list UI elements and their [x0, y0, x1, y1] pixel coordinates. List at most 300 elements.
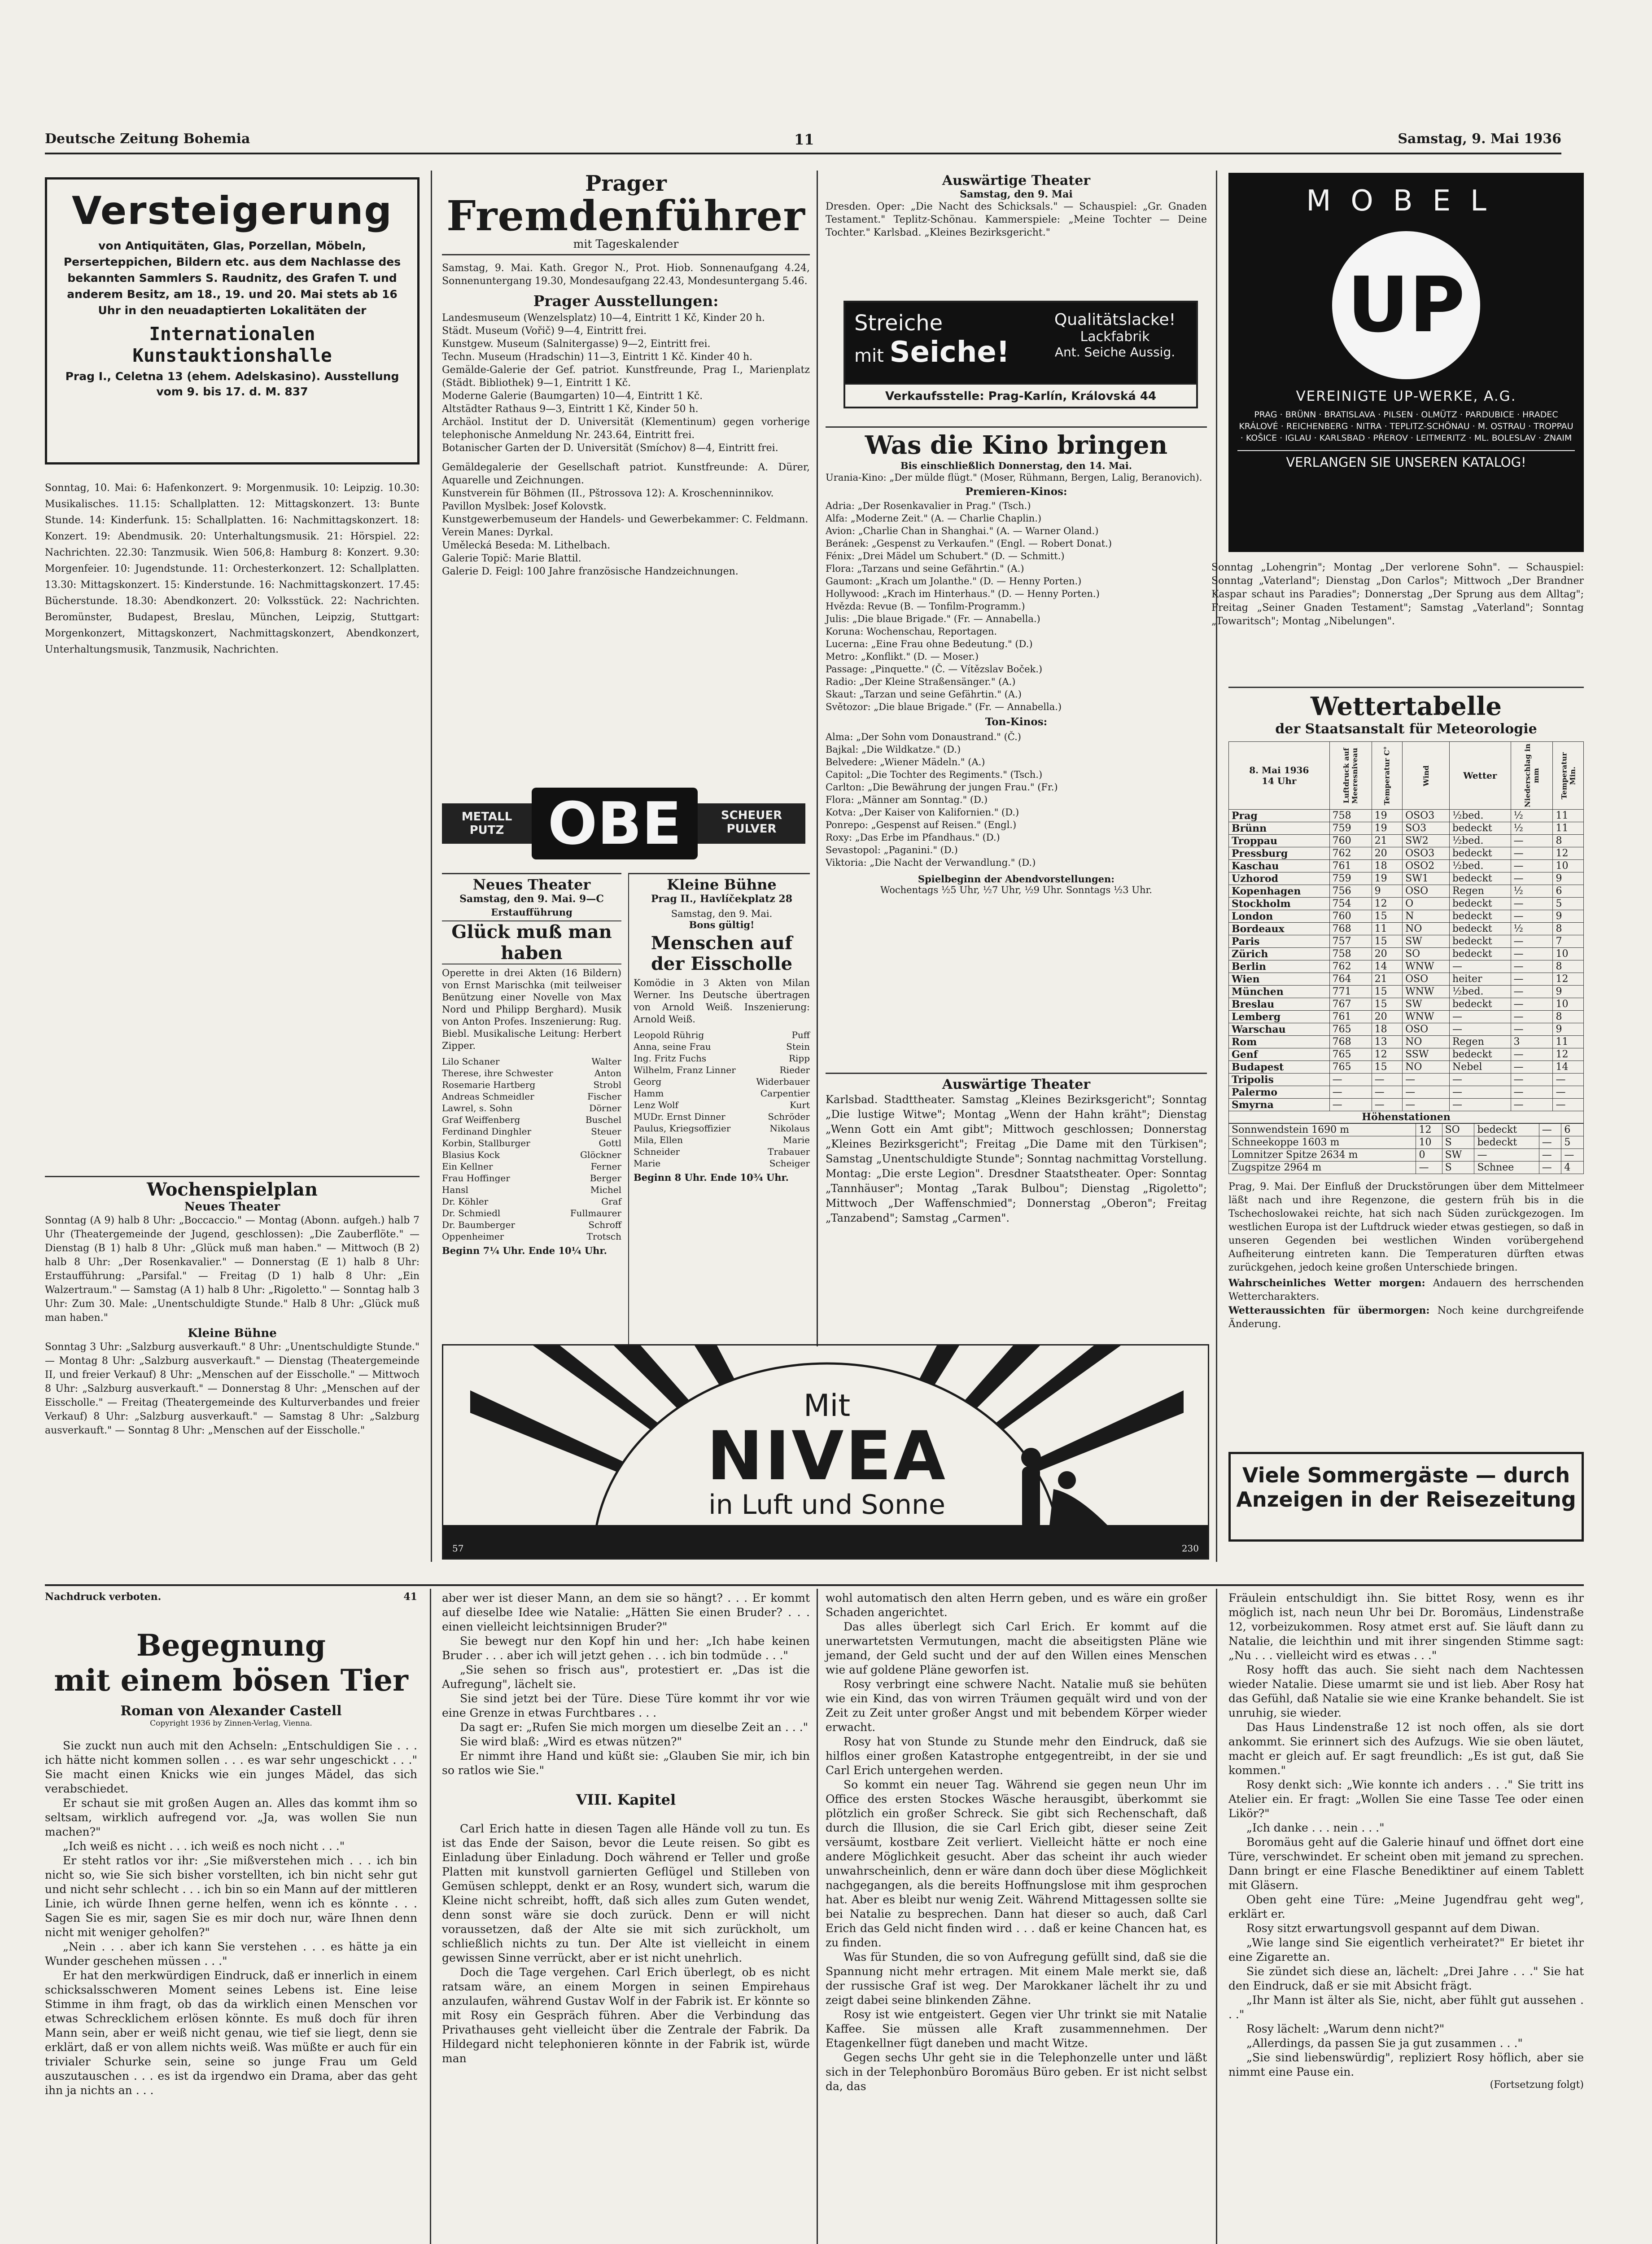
cast-actor: Puff	[791, 1030, 810, 1040]
serial-paragraph: Sie zündet sich diese an, lächelt: „Drei Jahre . . ." Sie hat den Eindruck, daß er sie mit Absicht frägt.	[1228, 1965, 1584, 1992]
cinema-sound-title: Ton-Kinos:	[985, 716, 1048, 728]
weather-cell: SSW	[1403, 1048, 1450, 1061]
weather-cell: 761	[1329, 1011, 1372, 1023]
weather-cell: heiter	[1449, 973, 1511, 986]
weather-cell: 11	[1372, 923, 1402, 935]
weather-station: Budapest	[1229, 1061, 1330, 1074]
weather-cell: —	[1403, 1099, 1450, 1111]
guide-galleries	[442, 461, 810, 578]
weather-cell: 7	[1553, 935, 1584, 948]
serial-paragraph: Das Haus Lindenstraße 12 ist noch offen, als sie dort ankommt. Sie erinnert sich des Aufzugs. Wie sie oben läutet, macht er gleich auf. Er sagt freundlich: „Es ist gut, daß Sie kommen."	[1228, 1721, 1584, 1777]
theater-small-date: Samstag, den 9. Mai.	[671, 908, 773, 919]
auction-address: Prag I., Celetna 13 (ehem. Adelskasino). Ausstellung vom 9. bis 17. d. M. 837	[65, 370, 399, 398]
paint-brand: Seiche!	[889, 336, 1010, 369]
weather-cell: 760	[1329, 910, 1372, 923]
cast-row	[442, 1207, 621, 1219]
cast-row	[634, 1157, 810, 1169]
weather-cell: 767	[1329, 998, 1372, 1011]
weather-cell: 3	[1511, 1036, 1553, 1048]
weather-cell: 765	[1329, 1061, 1372, 1074]
weather-outlook-head: Wetteraussichten für übermorgen:	[1228, 1305, 1430, 1316]
exhibition-item: Städt. Museum (Vořič) 9—4, Eintritt frei.	[442, 325, 647, 337]
serial-paragraph: Er steht ratlos vor ihr: „Sie mißverstehen mich . . . ich bin nicht so, wie Sie sich bisher vorstellten, ich bin nicht sehr gut und nicht sehr schlecht . . . ich bin so ein Mann auf der mittleren Linie, ich würde Ihnen gerne helfen, wenn ich es könnte . . . Sagen Sie es mir, sagen Sie es mir doch nur, wäre Ihnen denn nicht mit weniger geholfen?"	[45, 1854, 417, 1939]
weather-cell: 20	[1372, 847, 1402, 860]
serial-rule-2	[817, 1589, 818, 2244]
cast-actor: Anton	[594, 1068, 621, 1078]
weather-station: Zürich	[1229, 948, 1330, 960]
gallery-item: Kunstgewerbemuseum der Handels- und Gewerbekammer: C. Feldmann.	[442, 514, 809, 525]
weather-cell: —	[1511, 1086, 1553, 1099]
serial-paragraph: Er hat den merkwürdigen Eindruck, daß er innerlich in einem schicksalsschweren Moment seines Lebens ist. Eine leise Stimme in ihm fragt, ob das da wirklich einen Menschen vor etwas Schrecklichem erlösen könnte. Es muß doch für ihren Mann sein, aber er weiß nicht genau, wie tief sie liegt, denn sie erklärt, daß er von allem nichts weiß. Was müßte er auch für ein trivialer Schurke sein, seine so junge Frau um Geld auszutauschen . . . es ist da irgendwo ein Drama, aber das geht ihn ja nichts an . . .	[45, 1969, 417, 2097]
weather-cell: SW	[1403, 935, 1450, 948]
theater-small-times: Beginn 8 Uhr. Ende 10¾ Uhr.	[634, 1172, 789, 1183]
weather-row	[1229, 973, 1584, 986]
weather-cell: 15	[1372, 986, 1402, 998]
mountain-station: Sonnwendstein 1690 m	[1229, 1124, 1416, 1136]
cinema-item: Passage: „Pinquette." (Č. — Vítězslav Boček.)	[826, 664, 1043, 675]
cast-row	[442, 1079, 621, 1091]
cast-row	[442, 1196, 621, 1207]
weather-cell: 9	[1553, 872, 1584, 885]
weather-row	[1229, 898, 1584, 910]
weather-cell: 765	[1329, 1023, 1372, 1036]
cast-row	[634, 1099, 810, 1111]
weather-cell: OSO	[1403, 973, 1450, 986]
exhibition-item: Gemälde-Galerie der Gef. patriot. Kunstfreunde, Prag I., Marienplatz (Städt. Bibliothek) 9—1, Eintritt 1 Kč.	[442, 364, 810, 389]
weather-cell: —	[1511, 1061, 1553, 1074]
cast-row	[442, 1114, 621, 1126]
masthead	[45, 131, 1561, 149]
serial-col-2	[442, 1591, 810, 2244]
nivea-ad	[442, 1344, 1209, 1560]
weather-row	[1229, 948, 1584, 960]
serial-num: 41	[403, 1591, 417, 1603]
weather-row	[1229, 1074, 1584, 1086]
cast-actor: Dörner	[589, 1103, 621, 1113]
serial-paragraph: Rosy lächelt: „Warum denn nicht?"	[1246, 2022, 1445, 2035]
cinema-item: Gaumont: „Krach um Jolanthe." (D. — Henny Porten.)	[826, 576, 1082, 587]
theater-small-desc: Komödie in 3 Akten von Milan Werner. Ins Deutsche übertragen von Arnold Weiß. Inszenierung: Arnold Weiß.	[634, 977, 810, 1025]
weather-cell: 21	[1372, 835, 1402, 847]
mountain-cell: 10	[1416, 1136, 1442, 1149]
cast-role: Rosemarie Hartberg	[442, 1079, 536, 1090]
weather-cell: 19	[1372, 810, 1402, 822]
cinema-item: Radio: „Der Kleine Straßensänger." (A.)	[826, 676, 1016, 687]
cast-row	[634, 1146, 810, 1157]
cast-row	[634, 1122, 810, 1134]
summer-line1: Viele Sommergäste — durch	[1242, 1463, 1570, 1487]
mountain-cell: bedeckt	[1474, 1136, 1539, 1149]
cinema-item: Avion: „Charlie Chan in Shanghai." (A. — Warner Oland.)	[826, 526, 1099, 536]
exhibition-item: Moderne Galerie (Baumgarten) 10—4, Eintritt 1 Kč.	[442, 390, 703, 402]
cinema-prices: Wochentags ½5 Uhr, ½7 Uhr, ½9 Uhr. Sonntags ½3 Uhr.	[880, 885, 1152, 895]
serial-paragraph: Oben geht eine Türe: „Meine Jugendfrau geht weg", erklärt er.	[1228, 1893, 1584, 1920]
cast-role: Dr. Köhler	[442, 1196, 489, 1207]
weather-head-pressure: Luftdruck auf Meeresniveau	[1329, 742, 1372, 810]
cast-row	[442, 1137, 621, 1149]
weather-cell: —	[1329, 1099, 1372, 1111]
cast-actor: Buschel	[585, 1114, 621, 1125]
outside-theater-2-text: Karlsbad. Stadttheater. Samstag „Kleines Bezirksgericht"; Sonntag „Die lustige Witwe"; Montag „Wenn der Hahn kräht"; Dienstag „Wenn Gott ein Amt gibt"; Mittwoch geschlossen; Donnerstag „Kleines Bezirksgericht"; Freitag „Die Dame mit den Türkisen"; Samstag „Unentschuldigte Stunde"; Sonntag nachmittag Vorstellung. Montag: „Die erste Legion". Dresdner Staatstheater. Oper: Sonntag „Tannhäuser"; Montag „Tarak Bulbou"; Dienstag „Rigoletto"; Mittwoch „Der Waffenschmied"; Donnerstag „Oberon"; Freitag „Tanzabend"; Samstag „Carmen".	[826, 1093, 1207, 1224]
weather-row	[1229, 847, 1584, 860]
weather-cell: —	[1553, 1086, 1584, 1099]
serial-paragraph: „Nein . . . aber ich kann Sie verstehen . . . es hätte ja ein Wunder geschehen müssen . . ."	[45, 1940, 417, 1968]
weather-head-wind: Wind	[1403, 742, 1450, 810]
cast-row	[634, 1029, 810, 1041]
weather-cell: 10	[1553, 860, 1584, 872]
cast-actor: Ripp	[788, 1053, 810, 1064]
weather-row	[1229, 835, 1584, 847]
weather-cell: —	[1403, 1086, 1450, 1099]
cast-role: Frau Hoffinger	[442, 1173, 510, 1183]
weather-cell: 756	[1329, 885, 1372, 898]
weather-cell: 14	[1553, 1061, 1584, 1074]
cinema-item: Beránek: „Gespenst zu Verkaufen." (Engl. — Robert Donat.)	[826, 538, 1112, 549]
weather-cell: —	[1511, 872, 1553, 885]
guide-exhibitions-title: Prager Ausstellungen:	[533, 292, 719, 310]
weather-station: Palermo	[1229, 1086, 1330, 1099]
weather-report: Prag, 9. Mai. Der Einfluß der Druckstörungen über dem Mittelmeer läßt nach und ihre Regenzone, die gestern früh bis in die Tschechoslowakei reichte, hat sich nach Süden zurückgezogen. Im westlichen Europa ist der Luftdruck wieder etwas gestiegen, so daß in unseren Gegenden bei westlichen Winden vorübergehend Aufheiterung eintreten kann. Die Temperaturen dürften etwas zurückgehen, jedoch keine großen Unterschiede bringen.	[1228, 1181, 1584, 1273]
cinema-item: Alma: „Der Sohn vom Donaustrand." (Č.)	[826, 732, 1021, 742]
cinema-item: Kotva: „Der Kaiser von Kalifornien." (D.)	[826, 807, 1019, 818]
paint-ad-left	[845, 302, 1034, 383]
weather-cell: 10	[1553, 998, 1584, 1011]
cinema-sound	[826, 731, 1207, 869]
weather-cell: —	[1449, 1099, 1511, 1111]
guide	[442, 173, 810, 776]
page-number: 11	[794, 131, 814, 148]
weather-date-label: 8. Mai 1936	[1249, 765, 1309, 776]
mountain-cell: —	[1561, 1149, 1584, 1161]
cast-role: Ferdinand Dinghler	[442, 1126, 532, 1137]
paint-tag3: Ant. Seiche Aussig.	[1054, 345, 1176, 359]
weather-cell: 12	[1553, 973, 1584, 986]
weather-station: Prag	[1229, 810, 1330, 822]
weather-cell: —	[1511, 847, 1553, 860]
weather-row	[1229, 935, 1584, 948]
obe-brand: OBE	[532, 788, 698, 859]
weather-head-weather: Wetter	[1449, 742, 1511, 810]
mountain-cell: SW	[1442, 1149, 1474, 1161]
serial-paragraph: Carl Erich hatte in diesen Tagen alle Hände voll zu tun. Es ist das Ende der Saison, bevor die Leute reisen. So gibt es Einladung über Einladung. Doch während er Teller und große Platten mit kunstvoll garnierten Geflügel und Stilleben von Gemüsen schleppt, denkt er an Rosy, wundert sich, warum die Kleine nicht schreibt, hofft, daß sich alles zum Guten wendet, denn sonst wäre sie doch zurück. Denn er will nicht voraussetzen, daß der Alte sie mit sich zurückholt, um schließlich nichts zu tun. Der Alte ist vielleicht in einem gewissen Sinne verrückt, aber er ist nicht unehrlich.	[442, 1822, 810, 1964]
theater-small-guest: Bons gültig!	[689, 919, 755, 930]
weather-cell: —	[1511, 973, 1553, 986]
weather-cell: SO3	[1403, 822, 1450, 835]
outside-theater-2-title: Auswärtige Theater	[942, 1077, 1091, 1092]
mountain-cell: —	[1474, 1149, 1539, 1161]
obe-left-panel: METALL PUTZ	[442, 803, 532, 844]
weather-cell: 20	[1372, 948, 1402, 960]
cast-row	[442, 1219, 621, 1231]
cast-role: MUDr. Ernst Dinner	[634, 1111, 725, 1122]
paint-tag2: Lackfabrik	[1080, 329, 1150, 345]
cinema-item: Flora: „Männer am Sonntag." (D.)	[826, 794, 988, 805]
gallery-item: Galerie Topič: Marie Blattil.	[442, 553, 581, 564]
weather-cell: —	[1511, 910, 1553, 923]
weather-cell: WNW	[1403, 960, 1450, 973]
cinema-item: Koruna: Wochenschau, Reportagen.	[826, 626, 997, 637]
cast-row	[634, 1076, 810, 1087]
weather-cell: —	[1511, 860, 1553, 872]
cinema-item: Roxy: „Das Erbe im Pfandhaus." (D.)	[826, 832, 1000, 843]
weather-cell: OSO	[1403, 1023, 1450, 1036]
weather-cell: NO	[1403, 1061, 1450, 1074]
outside-theater	[826, 173, 1207, 285]
cinema-premieres	[826, 500, 1207, 713]
mountain-station: Schneekoppe 1603 m	[1229, 1136, 1416, 1149]
weather-cell: 12	[1553, 1048, 1584, 1061]
weather-cell: —	[1449, 1023, 1511, 1036]
cast-role: Hamm	[634, 1088, 664, 1099]
weather-cell: 21	[1372, 973, 1402, 986]
mountain-station: Zugspitze 2964 m	[1229, 1161, 1416, 1174]
weather-forecast	[1228, 1276, 1584, 1304]
cinema-premieres-title: Premieren-Kinos:	[965, 486, 1067, 498]
serial-paragraph: Gegen sechs Uhr geht sie in die Telephonzelle unter und läßt sich in der Telephonbüro Boromäus Büro geben. Er ist nicht selbst da, das	[826, 2051, 1207, 2093]
paint-store: Verkaufsstelle: Prag-Karlín, Královská 44	[845, 383, 1196, 407]
serial-paragraph: Rosy sitzt erwartungsvoll gespannt auf dem Diwan.	[1246, 1922, 1540, 1935]
exhibition-item: Archäol. Institut der D. Universität (Klementinum) gegen vorherige telephonische Anmeldung Nr. 243.64, Eintritt frei.	[442, 416, 810, 441]
serial-title-1: Begegnung	[136, 1628, 326, 1663]
weather-cell: 754	[1329, 898, 1372, 910]
weather-cell: 10	[1553, 948, 1584, 960]
obe-right-panel: SCHEUER PULVER	[698, 803, 805, 844]
serial-rule-1	[430, 1589, 431, 2244]
weather-cell: —	[1449, 1011, 1511, 1023]
paint-line2: mit	[854, 346, 884, 366]
week-small-title: Kleine Bühne	[188, 1327, 277, 1340]
week-schedule-title: Wochenspielplan	[45, 1176, 420, 1200]
weather-cell: 8	[1553, 1011, 1584, 1023]
cast-role: Lawrel, s. Sohn	[442, 1103, 513, 1113]
weather-row	[1229, 1036, 1584, 1048]
weather-cell: 765	[1329, 1048, 1372, 1061]
weather-cell: 8	[1553, 835, 1584, 847]
cast-role: Marie	[634, 1158, 661, 1169]
serial-paragraph: Rosy hofft das auch. Sie sieht nach dem Nachtessen wieder Natalie. Diese umarmt sie und ist lieb. Aber Rosy hat das Gefühl, daß Natalie sie wie eine Kranke behandelt. Sie ist unruhig, sie wieder.	[1228, 1663, 1584, 1719]
weather-station: Kaschau	[1229, 860, 1330, 872]
serial-paragraph: „Wie lange sind Sie eigentlich verheiratet?" Er bietet ihr eine Zigarette an.	[1228, 1936, 1584, 1964]
paint-line1: Streiche	[854, 311, 943, 336]
weather-cell: 8	[1553, 923, 1584, 935]
weather-station: Brünn	[1229, 822, 1330, 835]
weather-row	[1229, 1099, 1584, 1111]
furniture-brand: MOBEL	[1306, 184, 1506, 218]
weather-row	[1229, 885, 1584, 898]
cast-row	[442, 1067, 621, 1079]
theater-new	[442, 873, 621, 1344]
cast-actor: Walter	[591, 1056, 621, 1067]
weather-cell: ½bed.	[1449, 810, 1511, 822]
serial-paragraph: Rosy denkt sich: „Wie konnte ich anders . . ." Sie tritt ins Atelier ein. Er fragt: „Wollen Sie eine Tasse Tee oder einen Likör?"	[1228, 1778, 1584, 1820]
weather-cell: O	[1403, 898, 1450, 910]
mountain-cell: 12	[1416, 1124, 1442, 1136]
weather-cell: —	[1511, 835, 1553, 847]
cast-actor: Gottl	[599, 1138, 621, 1148]
cast-actor: Steuer	[591, 1126, 621, 1137]
cast-role: Blasius Kock	[442, 1149, 500, 1160]
cast-row	[442, 1161, 621, 1172]
mountain-cell: 5	[1561, 1136, 1584, 1149]
serial-paragraph: „Ich weiß es nicht . . . ich weiß es noch nicht . . ."	[63, 1840, 345, 1853]
cast-role: Hansl	[442, 1184, 468, 1195]
serial-col-4	[1228, 1591, 1584, 2244]
auction-title: Versteigerung	[71, 188, 393, 233]
cast-row	[634, 1041, 810, 1052]
weather-cell: 764	[1329, 973, 1372, 986]
cast-actor: Carpentier	[760, 1088, 810, 1099]
cinema-item: Carlton: „Die Bewährung der jungen Frau." (Fr.)	[826, 782, 1058, 793]
weather-station: Paris	[1229, 935, 1330, 948]
weather-cell: WNW	[1403, 986, 1450, 998]
serial-paragraph: Er nimmt ihre Hand und küßt sie: „Glauben Sie mir, ich bin so ratlos wie Sie."	[442, 1749, 810, 1777]
weather-cell: —	[1403, 1074, 1450, 1086]
guide-title: Fremdenführer	[446, 192, 805, 240]
cast-actor: Ferner	[590, 1161, 621, 1172]
auction-venue: Internationalen Kunstauktionshalle	[132, 323, 332, 366]
cinema-item: Skaut: „Tarzan und seine Gefährtin." (A.)	[826, 689, 1022, 700]
mountain-cell: S	[1442, 1161, 1474, 1174]
weather-cell: 771	[1329, 986, 1372, 998]
weather-cell: OSO3	[1403, 847, 1450, 860]
weather-row	[1229, 960, 1584, 973]
auction-body: von Antiquitäten, Glas, Porzellan, Möbeln, Perserteppichen, Bildern etc. aus dem Nachlasse des bekannten Sammlers S. Raudnitz, des Grafen T. und anderem Besitz, am 18., 19. und 20. Mai stets ab 16 Uhr in den neuadaptierten Lokalitäten der	[63, 239, 401, 317]
weather-cell: —	[1511, 935, 1553, 948]
cast-actor: Rieder	[779, 1065, 810, 1075]
cast-row	[442, 1184, 621, 1196]
paint-tag1: Qualitätslacke!	[1054, 311, 1176, 329]
serial-top-rule	[45, 1584, 1584, 1586]
weather-rows	[1229, 810, 1584, 1111]
cast-row	[634, 1052, 810, 1064]
weather-station: Rom	[1229, 1036, 1330, 1048]
serial-paragraph: Was für Stunden, die so von Aufregung gefüllt sind, daß sie die Spannung nicht mehr ertragen. Mit einem Male merkt sie, daß der russische Graf ist weg. Der Marokkaner lächelt ihr zu und zeigt dabei seine blinkenden Zähne.	[826, 1950, 1207, 2007]
weather-row	[1229, 872, 1584, 885]
serial-paragraph: Sie sind jetzt bei der Türe. Diese Türe kommt ihr vor wie eine Grenze in etwas Furchtbares . . .	[442, 1692, 810, 1719]
week-small-text: Sonntag 3 Uhr: „Salzburg ausverkauft." 8 Uhr: „Unentschuldigte Stunde." — Montag 8 Uhr: „Salzburg ausverkauft." — Dienstag (Theatergemeinde II, und freier Verkauf) 8 Uhr: „Menschen auf der Eisscholle." — Mittwoch 8 Uhr: „Salzburg ausverkauft." — Donnerstag 8 Uhr: „Menschen auf der Eisscholle." — Freitag (Theatergemeinde des Kulturverbandes und freier Verkauf) 8 Uhr: „Salzburg ausverkauft." — Samstag 8 Uhr: „Salzburg ausverkauft." — Sonntag 8 Uhr: „Menschen auf der Eisscholle."	[45, 1341, 420, 1436]
cinema-item: Lucerna: „Eine Frau ohne Bedeutung." (D.)	[826, 639, 1033, 649]
radio-listing: Sonntag, 10. Mai: 6: Hafenkonzert. 9: Morgenmusik. 10: Leipzig. 10.30: Musikalisches. 11.15: Schallplatten. 12: Mittagskonzert. 13: Bunte Stunde. 14: Kinderfunk. 15: Schallplatten. 16: Nachmittagskonzert. 18: Konzert. 19: Abendmusik. 20: Unterhaltungsmusik. 21: Hörspiel. 22: Nachrichten. 22.30: Tanzmusik. Wien 506,8: Hamburg 8: Konzert. 9.30: Morgenfeier. 10: Jugendstunde. 11: Orchesterkonzert. 12: Schallplatten. 13.30: Mittagskonzert. 15: Kinderstunde. 16: Nachmittagskonzert. 17.45: Bücherstunde. 18.30: Abendkonzert. 20: Volksstück. 22: Nachrichten. Beromünster, Budapest, Breslau, München, Leipzig, Stuttgart: Morgenkonzert, Mittagskonzert, Nachmittagskonzert, Abendkonzert, Unterhaltungsmusik, Tanzmusik, Nachrichten.	[45, 482, 420, 655]
weather-head-temp: Temperatur C°	[1372, 742, 1402, 810]
cinema-title: Was die Kino bringen	[865, 430, 1168, 460]
weather-cell: ½	[1511, 822, 1553, 835]
weather-cell: 12	[1372, 898, 1402, 910]
cast-role: Andreas Schmeidler	[442, 1091, 534, 1102]
paint-ad-right	[1034, 302, 1196, 383]
weather-cell: 760	[1329, 835, 1372, 847]
furniture-ad	[1228, 173, 1584, 552]
outside-theater-date: Samstag, den 9. Mai	[960, 188, 1073, 200]
weather-station: Stockholm	[1229, 898, 1330, 910]
col-rule-2	[817, 171, 818, 1346]
weather-head-rain: Niederschlag in mm	[1511, 742, 1553, 810]
mountain-cell: Schnee	[1474, 1161, 1539, 1174]
weather-row	[1229, 986, 1584, 998]
week-schedule-text: Sonntag (A 9) halb 8 Uhr: „Boccaccio." — Montag (Abonn. aufgeh.) halb 7 Uhr (Theatergemeinde der Jugend, geschlossen): „Die Zauberflöte." — Dienstag (B 1) halb 8 Uhr: „Glück muß man haben." — Mittwoch (B 2) halb 8 Uhr: „Der Rosenkavalier." — Donnerstag (E 1) halb 8 Uhr: Erstaufführung: „Parsifal." — Freitag (D 1) halb 8 Uhr: „Ein Walzertraum." — Samstag (A 1) halb 8 Uhr: „Rigoletto." — Sonntag halb 3 Uhr: Zum 30. Male: „Unentschuldigte Stunde." Halb 8 Uhr: „Glück muß man haben."	[45, 1215, 420, 1324]
serial-paragraph: „Sie sind liebenswürdig", repliziert Rosy höflich, aber sie nimmt eine Pause ein.	[1228, 2051, 1584, 2078]
cast-role: Ein Kellner	[442, 1161, 493, 1172]
weather-cell: 759	[1329, 872, 1372, 885]
weather-cell: SW2	[1403, 835, 1450, 847]
cast-role: Lilo Schaner	[442, 1056, 500, 1067]
cast-actor: Fischer	[587, 1091, 621, 1102]
cast-actor: Kurt	[790, 1100, 810, 1110]
weather-cell: —	[1372, 1074, 1402, 1086]
cast-actor: Michel	[590, 1184, 621, 1195]
cast-actor: Glöckner	[580, 1149, 621, 1160]
serial-rule-3	[1216, 1589, 1217, 2244]
weather-cell: —	[1329, 1086, 1372, 1099]
weather-cell: Regen	[1449, 885, 1511, 898]
weather-cell: 9	[1553, 986, 1584, 998]
mountain-cell: SO	[1442, 1124, 1474, 1136]
weather-mountain-rows	[1229, 1124, 1584, 1174]
week-schedule	[45, 1176, 420, 1566]
weather-time-label: 14 Uhr	[1262, 776, 1297, 786]
cast-row	[442, 1102, 621, 1114]
cast-role: Oppenheimer	[442, 1231, 504, 1242]
grass	[443, 1525, 1209, 1560]
cast-actor: Nikolaus	[769, 1123, 810, 1134]
weather-cell: 9	[1372, 885, 1402, 898]
mountain-cell: —	[1539, 1161, 1561, 1174]
serial-header	[45, 1591, 417, 1603]
cast-actor: Stein	[786, 1041, 810, 1052]
cast-role: Paulus, Kriegsoffizier	[634, 1123, 731, 1134]
cast-role: Leopold Rührig	[634, 1030, 704, 1040]
weather-outlook-text: Noch keine durchgreifende Änderung.	[1228, 1305, 1584, 1330]
weather-cell: 759	[1329, 822, 1372, 835]
cinema-item: Viktoria: „Die Nacht der Verwandlung." (D.)	[826, 857, 1036, 868]
serial-paragraph: „Sie sehen so frisch aus", protestiert er. „Das ist die Aufregung", lächelt sie.	[442, 1663, 810, 1691]
weather-cell: bedeckt	[1449, 822, 1511, 835]
weather-cell: ½	[1511, 810, 1553, 822]
cast-role: Wilhelm, Franz Linner	[634, 1065, 736, 1075]
weather-cell: 19	[1372, 872, 1402, 885]
summer-line2: Anzeigen in der Reisezeitung	[1236, 1487, 1576, 1512]
mountain-cell: 0	[1416, 1149, 1442, 1161]
weather-station: Troppau	[1229, 835, 1330, 847]
serial-paragraph: Das alles überlegt sich Carl Erich. Er kommt auf die unerwartetsten Vermutungen, macht die abseitigsten Pläne wie jemand, der Geld sucht und der auf den Willen eines Menschen wie auf goldene Pläne geworfen ist.	[826, 1620, 1207, 1676]
weather-mountain-title: Höhenstationen	[1228, 1111, 1584, 1123]
cast-role: Anna, seine Frau	[634, 1041, 711, 1052]
cast-actor: Trotsch	[586, 1231, 621, 1242]
weather-cell: 15	[1372, 1061, 1402, 1074]
weather-cell: NO	[1403, 1036, 1450, 1048]
nivea-line1: Mit	[803, 1388, 851, 1424]
cast-role: Lenz Wolf	[634, 1100, 678, 1110]
issue-date: Samstag, 9. Mai 1936	[1398, 131, 1561, 147]
summer-ad	[1228, 1452, 1584, 1542]
theater-new-cast	[442, 1056, 621, 1242]
cast-role: Graf Weiffenberg	[442, 1114, 520, 1125]
weather-cell: SW1	[1403, 872, 1450, 885]
serial-paragraph: Rosy verbringt eine schwere Nacht. Natalie muß sie behüten wie ein Kind, das von wirren Träumen gequält wird und von der Zeit zu Zeit unter großer Angst und mit bebendem Körper wieder erwacht.	[826, 1678, 1207, 1734]
weather-cell: 9	[1553, 1023, 1584, 1036]
weather-mountain-row	[1229, 1136, 1584, 1149]
guide-sub: mit Tageskalender	[442, 237, 810, 255]
weather-cell: bedeckt	[1449, 935, 1511, 948]
theater-new-title: Neues Theater	[472, 876, 591, 893]
cinema-item: Flora: „Tarzans und seine Gefährtin." (A.)	[826, 563, 1024, 574]
mountain-cell: —	[1539, 1124, 1561, 1136]
serial-paragraph: aber wer ist dieser Mann, an dem sie so hängt? . . . Er kommt auf dieselbe Idee wie Natalie: „Hätten Sie einen Bruder? . . . einen vielleicht leichtsinnigen Bruder?"	[442, 1591, 810, 1633]
weather-title: Wettertabelle	[1311, 692, 1502, 721]
weather-row	[1229, 860, 1584, 872]
cast-role: Georg	[634, 1076, 662, 1087]
weather-cell: bedeckt	[1449, 847, 1511, 860]
weather-cell: 6	[1553, 885, 1584, 898]
